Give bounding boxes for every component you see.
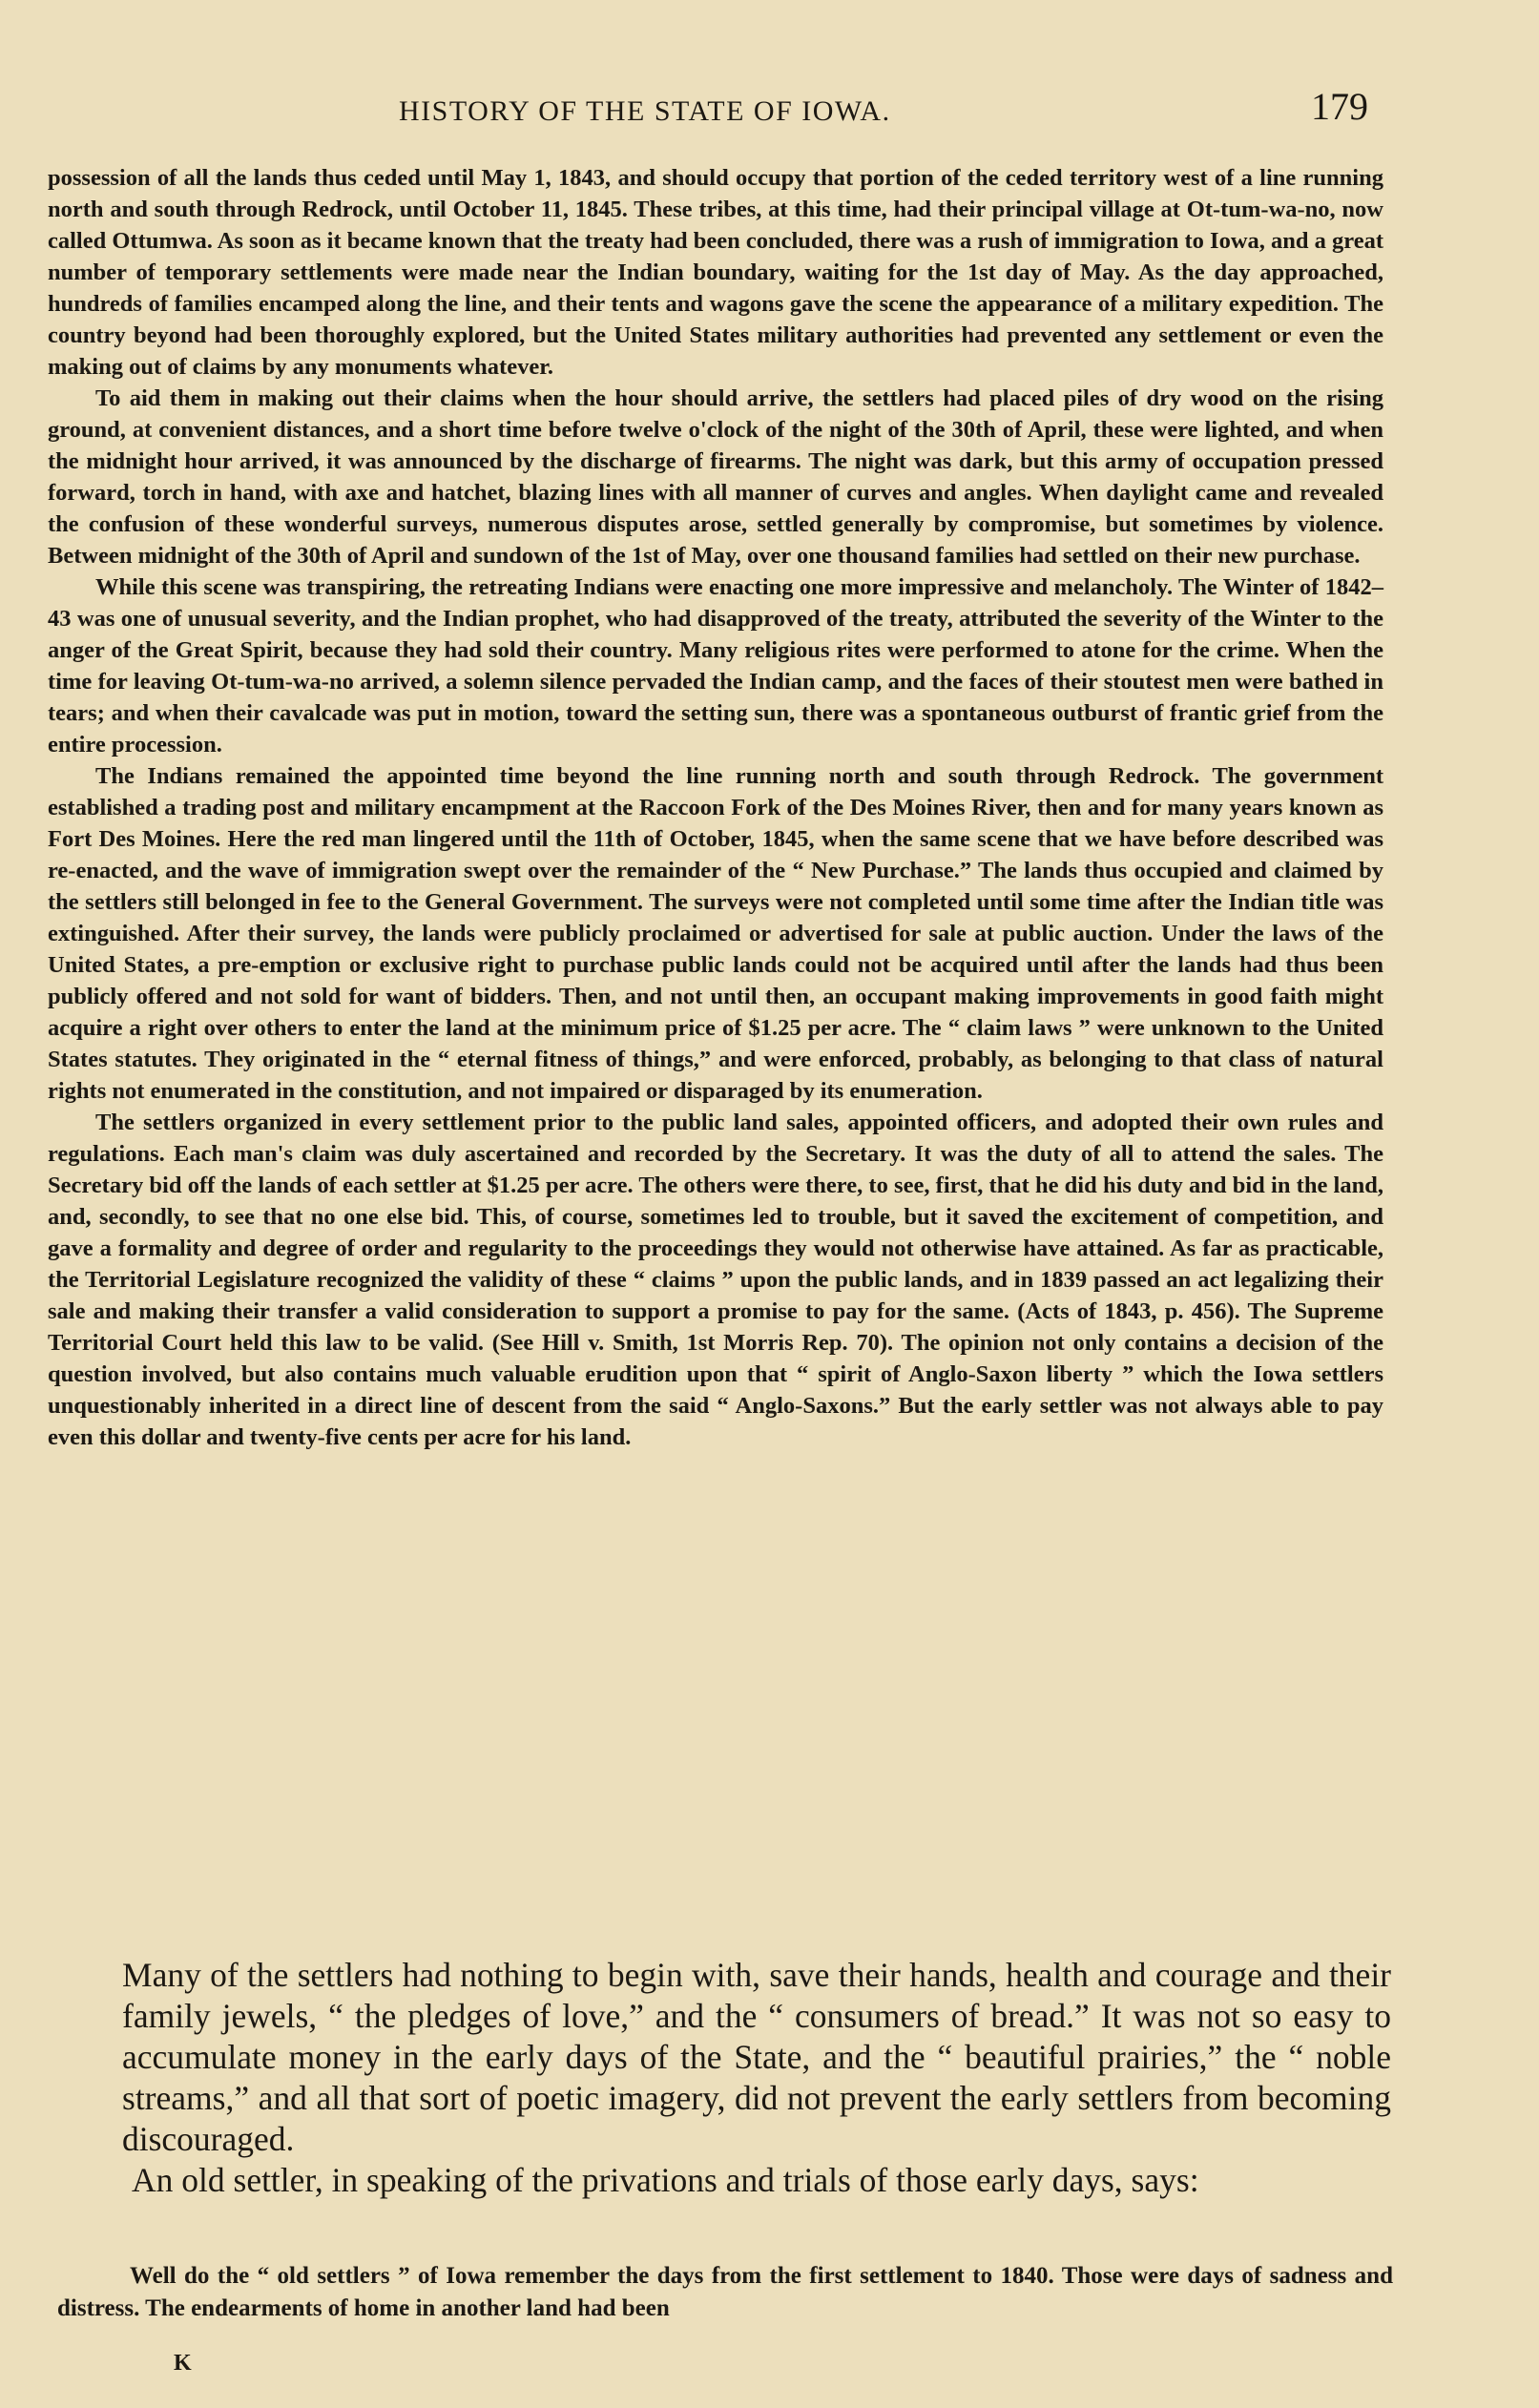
running-title: HISTORY OF THE STATE OF IOWA.: [399, 95, 891, 127]
body-text: [48, 162, 1383, 1453]
quote-text: Well do the “ old settlers ” of Iowa remember the days from the first settlement to 1840. Those were days of sadness and distress. The endearments of home in another land had been: [57, 2263, 1393, 2321]
paragraph: possession of all the lands thus ceded until May 1, 1843, and should occupy that portion of the ceded territory west of a line running north and south through Redrock, until October 11, 1845. These tribes, at this time, had their principal village at Ot-tum-wa-no, now called Ottumwa. As soon as it became known that the treaty had been concluded, there was a rush of immigration to Iowa, and a great number of temporary settlements were made near the Indian boundary, waiting for the 1st day of May. As the day approached, hundreds of families encamped along the line, and their tents and wagons gave the scene the appearance of a military expedition. The country beyond had been thoroughly explored, but the United States military authorities had prevented any settlement or even the making out of claims by any monuments whatever.: [48, 165, 1383, 380]
paragraph: The settlers organized in every settlement prior to the public land sales, appointed officers, and adopted their own rules and regulations. Each man's claim was duly ascertained and recorded by the Secretary. It was the duty of all to attend the sales. The Secretary bid off the lands of each settler at $1.25 per acre. The others were there, to see, first, that he did his duty and bid in the land, and, secondly, to see that no one else bid. This, of course, sometimes led to trouble, but it saved the excitement of competition, and gave a formality and degree of order and regularity to the proceedings they would not otherwise have attained. As far as practicable, the Territorial Legislature recognized the validity of these “ claims ” upon the public lands, and in 1839 passed an act legalizing their sale and making their transfer a valid consideration to support a promise to pay for the same. (Acts of 1843, p. 456). The Supreme Territorial Court held this law to be valid. (See Hill v. Smith, 1st Morris Rep. 70). The opinion not only contains a decision of the question involved, but also contains much valuable erudition upon that “ spirit of Anglo-Saxon liberty ” which the Iowa settlers unquestionably inherited in a direct line of descent from the said “ Anglo-Saxons.” But the early settler was not always able to pay even this dollar and twenty-five cents per acre for his land.: [48, 1110, 1383, 1450]
body-text-large: [122, 1955, 1391, 2201]
paragraph: To aid them in making out their claims when the hour should arrive, the settlers had placed piles of dry wood on the rising ground, at convenient distances, and a short time before twelve o'clock of the night of the 30th of April, these were lighted, and when the midnight hour arrived, it was announced by the discharge of firearms. The night was dark, but this army of occupation pressed forward, torch in hand, with axe and hatchet, blazing lines with all manner of curves and angles. When daylight came and revealed the confusion of these wonderful surveys, numerous disputes arose, settled generally by compromise, but sometimes by violence. Between midnight of the 30th of April and sundown of the 1st of May, over one thousand families had settled on their new purchase.: [48, 385, 1383, 569]
block-quote: [57, 2260, 1393, 2325]
page-number: 179: [1311, 85, 1368, 128]
paragraph-large: An old settler, in speaking of the privations and trials of those early days, says:: [132, 2161, 1199, 2199]
paragraph: While this scene was transpiring, the retreating Indians were enacting one more impressive and melancholy. The Winter of 1842–43 was one of unusual severity, and the Indian prophet, who had disapproved of the treaty, attributed the severity of the Winter to the anger of the Great Spirit, because they had sold their country. Many religious rites were performed to atone for the crime. When the time for leaving Ot-tum-wa-no arrived, a solemn silence pervaded the Indian camp, and the faces of their stoutest men were bathed in tears; and when their cavalcade was put in motion, toward the setting sun, there was a spontaneous outburst of frantic grief from the entire procession.: [48, 574, 1383, 758]
signature-mark: K: [174, 2351, 192, 2376]
page-header: [0, 84, 1539, 141]
paragraph: The Indians remained the appointed time beyond the line running north and south through Redrock. The government established a trading post and military encampment at the Raccoon Fork of the Des Moines River, then and for many years known as Fort Des Moines. Here the red man lingered until the 11th of October, 1845, when the same scene that we have before described was re-enacted, and the wave of immigration swept over the remainder of the “ New Purchase.” The lands thus occupied and claimed by the settlers still belonged in fee to the General Government. The surveys were not completed until some time after the Indian title was extinguished. After their survey, the lands were publicly proclaimed or advertised for sale at public auction. Under the laws of the United States, a pre-emption or exclusive right to purchase public lands could not be acquired until after the lands had thus been publicly offered and not sold for want of bidders. Then, and not until then, an occupant making improvements in good faith might acquire a right over others to enter the land at the minimum price of $1.25 per acre. The “ claim laws ” were unknown to the United States statutes. They originated in the “ eternal fitness of things,” and were enforced, probably, as belonging to that class of natural rights not enumerated in the constitution, and not impaired or disparaged by its enumeration.: [48, 763, 1383, 1104]
paragraph-large: Many of the settlers had nothing to begin with, save their hands, health and courage and their family jewels, “ the pledges of love,” and the “ consumers of bread.” It was not so easy to accumulate money in the early days of the State, and the “ beautiful prairies,” the “ noble streams,” and all that sort of poetic imagery, did not prevent the early settlers from becoming discouraged.: [122, 1956, 1391, 2158]
